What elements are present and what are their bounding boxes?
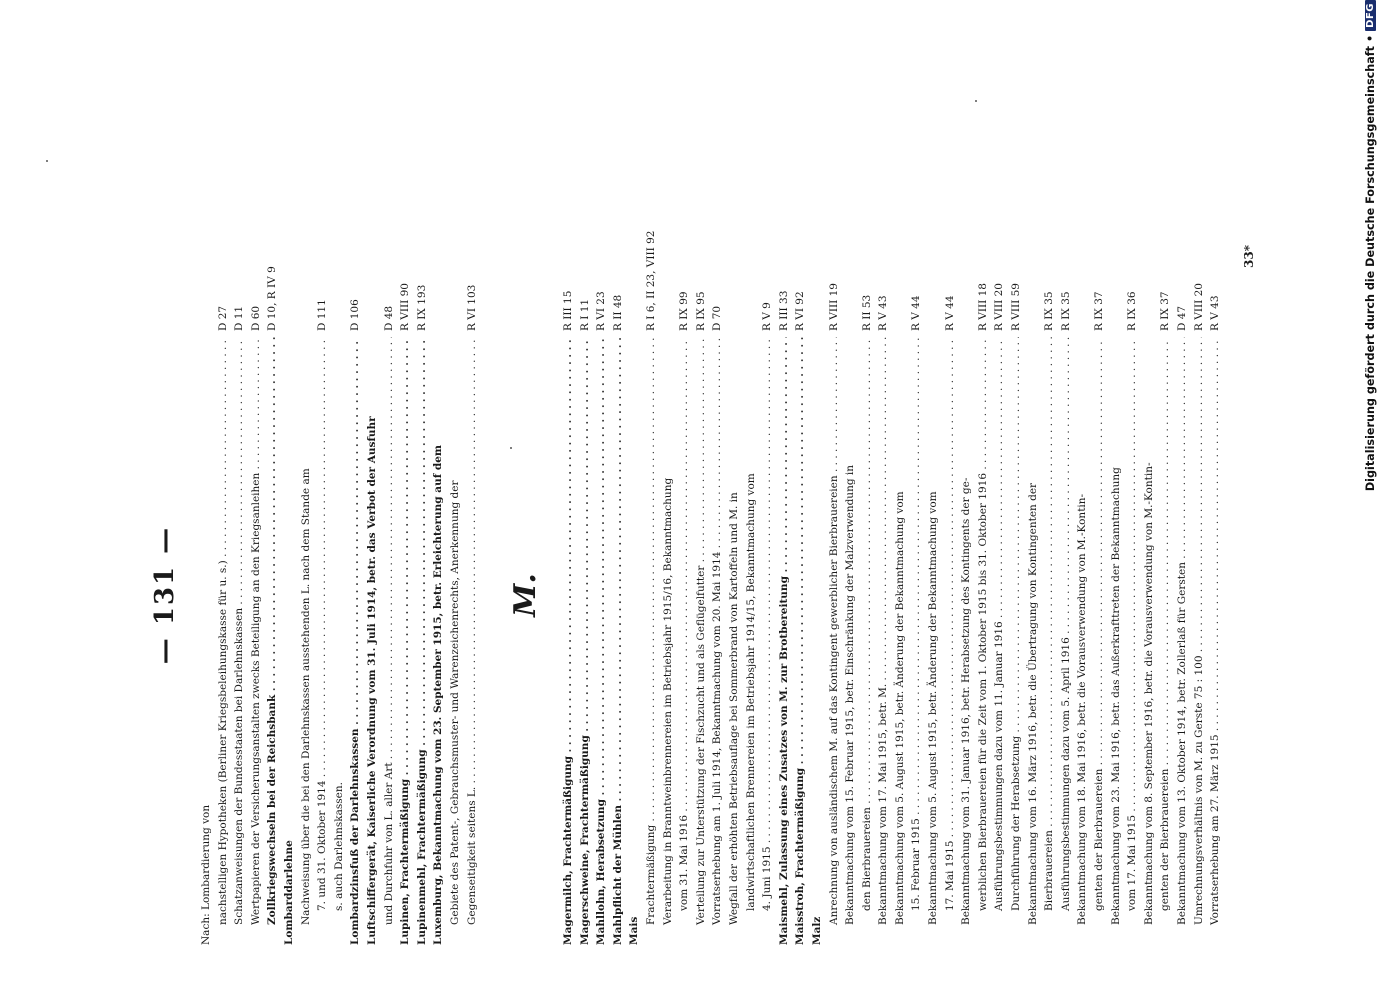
entry-text: Vorratserhebung am 1. Juli 1914, Bekanntmachung vom 20. Mai 1914 . . . — [711, 337, 723, 925]
index-entry — [1207, 245, 1224, 945]
entry-reference: R VIII 90 — [399, 283, 412, 331]
index-entry — [1124, 245, 1141, 945]
entry-text: 15. Februar 1915 . . . — [910, 337, 922, 911]
entry-text: Bekanntmachung vom 18. Mai 1916, betr. die Vorausverwendung von M.-Kontin- — [1076, 493, 1089, 925]
entry-text-cell — [743, 337, 760, 945]
index-entry — [991, 245, 1008, 945]
entry-text: Umrechnungsverhältnis von M. zu Gerste 75 : 100 . . . — [1193, 337, 1205, 925]
entry-reference: R VIII 20 — [1192, 283, 1205, 331]
watermark-text: Digitalisierung gefördert durch die Deutsche Forschungsgemeinschaft — [1363, 46, 1377, 492]
entry-reference: R V 44 — [910, 295, 923, 331]
entry-text-cell — [842, 337, 859, 945]
entry-text: landwirtschaftlichen Brennereien im Betriebsjahr 1914/15, Bekanntmachung vom — [744, 473, 757, 911]
entry-text-cell — [593, 337, 610, 945]
entry-text-cell — [726, 337, 743, 945]
index-entry — [364, 245, 381, 945]
index-entry — [610, 245, 627, 945]
index-entry — [397, 245, 414, 945]
entry-text: vom 17. Mai 1915 . . . — [1126, 337, 1138, 911]
entry-text: Magermilch, Frachtermäßigung . . . — [562, 337, 574, 945]
index-entry — [975, 245, 992, 945]
index-entry — [809, 245, 826, 945]
entry-text: Bierbrauereien . . . — [1043, 337, 1055, 911]
entry-text: Mahllohn, Herabsetzung . . . — [595, 337, 607, 945]
scan-speck — [46, 160, 48, 162]
entry-text: 17. Mai 1915 . . . — [944, 337, 956, 911]
entry-reference: D 106 — [349, 299, 362, 331]
entry-text: den Bierbrauereien . . . — [861, 337, 873, 911]
entry-text-cell — [1074, 337, 1091, 945]
entry-text-cell — [859, 337, 876, 945]
index-entries-l — [198, 245, 480, 945]
entry-text-cell — [1058, 337, 1075, 945]
watermark-separator: • — [1363, 34, 1377, 42]
entry-text-cell — [298, 337, 315, 945]
page-number: — 131 — — [150, 525, 180, 665]
index-entry — [447, 245, 464, 945]
index-entry — [859, 245, 876, 945]
entry-text: Magerschweine, Frachtermäßigung . . . — [579, 337, 591, 945]
entry-text-cell — [626, 337, 643, 945]
index-entry — [414, 245, 431, 945]
entry-text: Bekanntmachung vom 8. September 1916, betr. die Vorausverwendung von M.-Kontin- — [1142, 462, 1155, 925]
entry-text-cell — [925, 337, 942, 945]
entry-reference: R III 33 — [777, 290, 790, 331]
entry-text: nachstelligen Hypotheken (Berliner Kriegsbeleihungskasse für u. s.) . . . — [217, 337, 229, 925]
entry-text: Lupinen, Frachtermäßigung . . . — [399, 337, 411, 945]
entry-reference: R VIII 18 — [976, 283, 989, 331]
index-entry — [215, 245, 232, 945]
entry-text-cell — [792, 337, 809, 945]
entry-text-cell — [1207, 337, 1224, 945]
index-entry — [693, 245, 710, 945]
index-entry — [231, 245, 248, 945]
index-entry — [776, 245, 793, 945]
entry-text: Anrechnung von ausländischem M. auf das Kontingent gewerblicher Bierbrauereien . . . — [828, 337, 840, 925]
entry-reference: R VIII 20 — [993, 283, 1006, 331]
entry-text-cell — [560, 337, 577, 945]
entry-text-cell — [1157, 337, 1174, 945]
entry-text: genten der Bierbrauereien . . . — [1093, 337, 1105, 911]
entry-reference: D 111 — [316, 299, 329, 331]
entry-text-cell — [1141, 337, 1158, 945]
index-entry — [792, 245, 809, 945]
index-entry — [1091, 245, 1108, 945]
entry-text-cell — [826, 337, 843, 945]
entry-text: genten der Bierbrauereien . . . — [1159, 337, 1171, 911]
index-entry — [1174, 245, 1191, 945]
dfg-watermark — [1362, 0, 1378, 990]
entry-reference: R V 9 — [761, 302, 774, 331]
entry-reference: R VIII 19 — [827, 283, 840, 331]
index-entry — [826, 245, 843, 945]
entry-text: Vorratserhebung am 27. März 1915 . . . — [1209, 337, 1221, 925]
entry-reference: R VIII 59 — [1010, 283, 1023, 331]
index-entry — [1074, 245, 1091, 945]
index-entry — [660, 245, 677, 945]
entry-text: Lupinenmehl, Frachtermäßigung . . . — [416, 337, 428, 945]
entry-text: 4. Juni 1915 . . . — [761, 337, 773, 911]
index-entry — [1141, 245, 1158, 945]
index-entry — [759, 245, 776, 945]
entry-text-cell — [314, 337, 331, 945]
entry-reference: R IX 36 — [1126, 291, 1139, 331]
entry-text-cell — [958, 337, 975, 945]
entry-text-cell — [264, 337, 281, 945]
entry-text-cell — [231, 337, 248, 945]
entry-text-cell — [1025, 337, 1042, 945]
entry-text: Wegfall der erhöhten Betriebsauflage bei Sommerbrand von Kartoffeln und M. in — [727, 492, 740, 925]
entry-text: Nachweisung über die bei den Darlehnskassen ausstehenden L. nach dem Stande am — [299, 468, 312, 925]
entry-reference: R IX 37 — [1159, 291, 1172, 331]
entry-text: und Durchfuhr von L. aller Art . . . — [383, 337, 395, 925]
entry-reference: R I 11 — [578, 298, 591, 331]
index-entry — [281, 245, 298, 945]
index-entry — [1058, 245, 1075, 945]
index-entry — [892, 245, 909, 945]
entry-reference: R III 15 — [562, 290, 574, 331]
entry-text: Wertpapieren der Versicherungsanstalten zwecks Beteiligung an den Kriegsanleihen . . . — [250, 337, 262, 925]
index-entry — [1108, 245, 1125, 945]
entry-text-cell — [1091, 337, 1108, 945]
entry-text: 7. und 31. Oktober 1914 . . . — [316, 337, 328, 911]
entry-reference: R IX 35 — [1059, 291, 1072, 331]
entry-text: Luftschiffergerät, Kaiserliche Verordnung vom 31. Juli 1914, betr. das Verbot der Ausfuhr — [365, 416, 378, 945]
entry-text: Mahlpflicht der Mühlen . . . — [612, 337, 624, 945]
entry-text: Nach: Lombardierung von — [200, 804, 212, 945]
entry-text: Bekanntmachung vom 17. Mai 1915, betr. M. . . . — [877, 337, 889, 925]
index-entry — [593, 245, 610, 945]
index-entry — [875, 245, 892, 945]
entry-text-cell — [1041, 337, 1058, 945]
index-entry — [560, 245, 577, 945]
entry-text-cell — [875, 337, 892, 945]
index-entry — [643, 230, 660, 945]
entry-text: Gegenseitigkeit seitens L. . . . — [466, 337, 478, 925]
entry-text-cell — [1124, 337, 1141, 945]
entry-reference: D 10, R IV 9 — [266, 266, 279, 331]
scan-speck — [510, 447, 512, 449]
entry-text-cell — [381, 337, 398, 945]
entry-text: Gebiete des Patent-, Gebrauchsmuster- und Warenzeichenrechts, Anerkennung der — [448, 480, 461, 925]
entry-reference: D 47 — [1175, 305, 1188, 331]
entry-reference: R II 53 — [860, 294, 873, 331]
entry-text: Maismehl, Zulassung eines Zusatzes von M. zur Brotbereitung . . . — [778, 337, 790, 945]
index-entry — [743, 245, 760, 945]
index-entry — [958, 245, 975, 945]
entry-text: Bekanntmachung vom 16. März 1916, betr. die Übertragung von Kontingenten der — [1026, 482, 1039, 925]
entry-text-cell — [610, 337, 627, 945]
entry-text-cell — [643, 337, 660, 945]
entry-reference: R V 44 — [943, 295, 956, 331]
entry-reference: R VI 92 — [794, 291, 807, 331]
index-entry — [577, 245, 594, 945]
entry-reference: R IX 95 — [694, 291, 707, 331]
dfg-logo-icon: DFG — [1365, 0, 1376, 31]
entry-text-cell — [975, 337, 992, 945]
index-entry — [1041, 245, 1058, 945]
entry-text: Maisstroh, Frachtermäßigung . . . — [794, 337, 806, 945]
index-entry — [726, 245, 743, 945]
entry-text-cell — [430, 337, 447, 945]
entry-text-cell — [198, 337, 215, 945]
scan-speck — [975, 100, 977, 102]
entry-text-cell — [942, 337, 959, 945]
entry-text: Verteilung zur Unterstützung der Fischzucht und als Geflügelfutter . . . — [695, 337, 707, 925]
entry-text-cell — [364, 337, 381, 945]
index-entry — [248, 245, 265, 945]
entry-text-cell — [676, 337, 693, 945]
entry-text-cell — [215, 337, 232, 945]
entry-text: s. auch Darlehnskassen. — [332, 782, 345, 911]
entry-text: Ausführungsbestimmungen dazu vom 11. Januar 1916 . . . — [993, 337, 1005, 911]
entry-text-cell — [908, 337, 925, 945]
entry-reference: R IX 193 — [415, 284, 428, 331]
index-entry — [626, 245, 643, 945]
sheet-signature: 33* — [1242, 245, 1256, 268]
entry-text: Frachtermäßigung . . . — [645, 337, 657, 925]
entry-text-cell — [1191, 337, 1208, 945]
entry-reference: D 11 — [233, 305, 246, 331]
entry-reference: R I 6, II 23, VIII 92 — [644, 230, 657, 331]
entry-text: Ausführungsbestimmungen dazu vom 5. April 1916 . . . — [1060, 337, 1072, 911]
entry-reference: D 70 — [711, 305, 724, 331]
entry-reference: R IX 99 — [678, 291, 691, 331]
entry-text-cell — [892, 337, 909, 945]
index-entry — [298, 245, 315, 945]
index-entry — [198, 245, 215, 945]
entry-text: Lombarddarlehne — [282, 840, 295, 945]
entry-text: vom 31. Mai 1916 . . . — [678, 337, 690, 911]
entry-text: Bekanntmachung vom 15. Februar 1915, betr. Einschränkung der Malzverwendung in — [844, 464, 857, 925]
entry-reference: R IX 35 — [1043, 291, 1056, 331]
entry-reference: D 48 — [382, 305, 395, 331]
entry-text: Durchführung der Herabsetzung . . . — [1010, 337, 1022, 911]
index-entry — [264, 245, 281, 945]
entry-text-cell — [1108, 337, 1125, 945]
entry-text-cell — [331, 337, 348, 945]
entry-text-cell — [397, 337, 414, 945]
entry-text: Bekanntmachung vom 13. Oktober 1914, betr. Zollerlaß für Gersten . . . — [1176, 337, 1188, 925]
index-entry — [942, 245, 959, 945]
entry-reference: R V 43 — [1209, 295, 1222, 331]
entry-text-cell — [991, 337, 1008, 945]
entry-text: Mais — [628, 916, 641, 945]
index-entry — [1157, 245, 1174, 945]
index-entry — [709, 245, 726, 945]
index-entry — [347, 245, 364, 945]
index-entry — [1025, 245, 1042, 945]
entry-text: Luxemburg, Bekanntmachung vom 23. September 1915, betr. Erleichterung auf dem — [432, 444, 445, 945]
index-entry — [464, 245, 481, 945]
entry-text: Bekanntmachung vom 5. August 1915, betr. Änderung der Bekanntmachung vom — [927, 491, 940, 925]
entry-text-cell — [660, 337, 677, 945]
rotated-book-page — [150, 230, 1270, 945]
index-entry — [1008, 245, 1025, 945]
index-entry — [381, 245, 398, 945]
index-entry — [676, 245, 693, 945]
index-entry — [842, 245, 859, 945]
entry-text-cell — [1008, 337, 1025, 945]
entry-text: Bekanntmachung vom 31. Januar 1916, betr. Herabsetzung des Kontingents der ge- — [960, 477, 973, 925]
entry-reference: R IX 37 — [1093, 291, 1105, 331]
entry-text-cell — [693, 337, 710, 945]
entry-text-cell — [281, 337, 298, 945]
index-entry — [430, 245, 447, 945]
entry-text: Bekanntmachung vom 5. August 1915, betr. Änderung der Bekanntmachung vom — [893, 491, 906, 925]
entry-text: Bekanntmachung vom 23. Mai 1916, betr. das Außerkrafttreten der Bekanntmachung — [1109, 467, 1122, 925]
section-letter-m: M. — [508, 573, 543, 617]
entry-text-cell — [447, 337, 464, 945]
index-entry — [1191, 245, 1208, 945]
entry-text-cell — [809, 337, 826, 945]
entry-text: Schatzanweisungen der Bundesstaaten bei Darlehnskassen . . . — [233, 337, 245, 925]
index-entry — [314, 245, 331, 945]
index-entry — [908, 245, 925, 945]
index-entry — [331, 245, 348, 945]
entry-reference: D 60 — [249, 305, 262, 331]
entry-text: Lombardzinsfuß der Darlehnskassen . . . — [349, 337, 361, 945]
entry-text: werblichen Bierbrauereien für die Zeit vom 1. Oktober 1915 bis 31. Oktober 1916 . . . — [977, 337, 989, 911]
entry-text-cell — [776, 337, 793, 945]
entry-reference: D 27 — [216, 305, 229, 331]
entry-text-cell — [759, 337, 776, 945]
entry-text-cell — [464, 337, 481, 945]
index-entry — [925, 245, 942, 945]
entry-text: Malz — [810, 916, 823, 945]
entry-text: Zollkriegswechseln bei der Reichsbank . . . — [266, 337, 278, 925]
entry-text-cell — [709, 337, 726, 945]
entry-reference: R VI 23 — [595, 291, 608, 331]
entry-text-cell — [248, 337, 265, 945]
entry-text: Verarbeitung in Branntweinbrennereien im Betriebsjahr 1915/16, Bekanntmachung — [661, 477, 674, 925]
entry-text-cell — [1174, 337, 1191, 945]
entry-text-cell — [577, 337, 594, 945]
entry-reference: R VI 103 — [465, 284, 478, 331]
entry-text-cell — [414, 337, 431, 945]
entry-reference: R II 48 — [611, 294, 624, 331]
index-entries-m — [560, 230, 1224, 945]
entry-reference: R V 43 — [877, 295, 890, 331]
entry-text-cell — [347, 337, 364, 945]
